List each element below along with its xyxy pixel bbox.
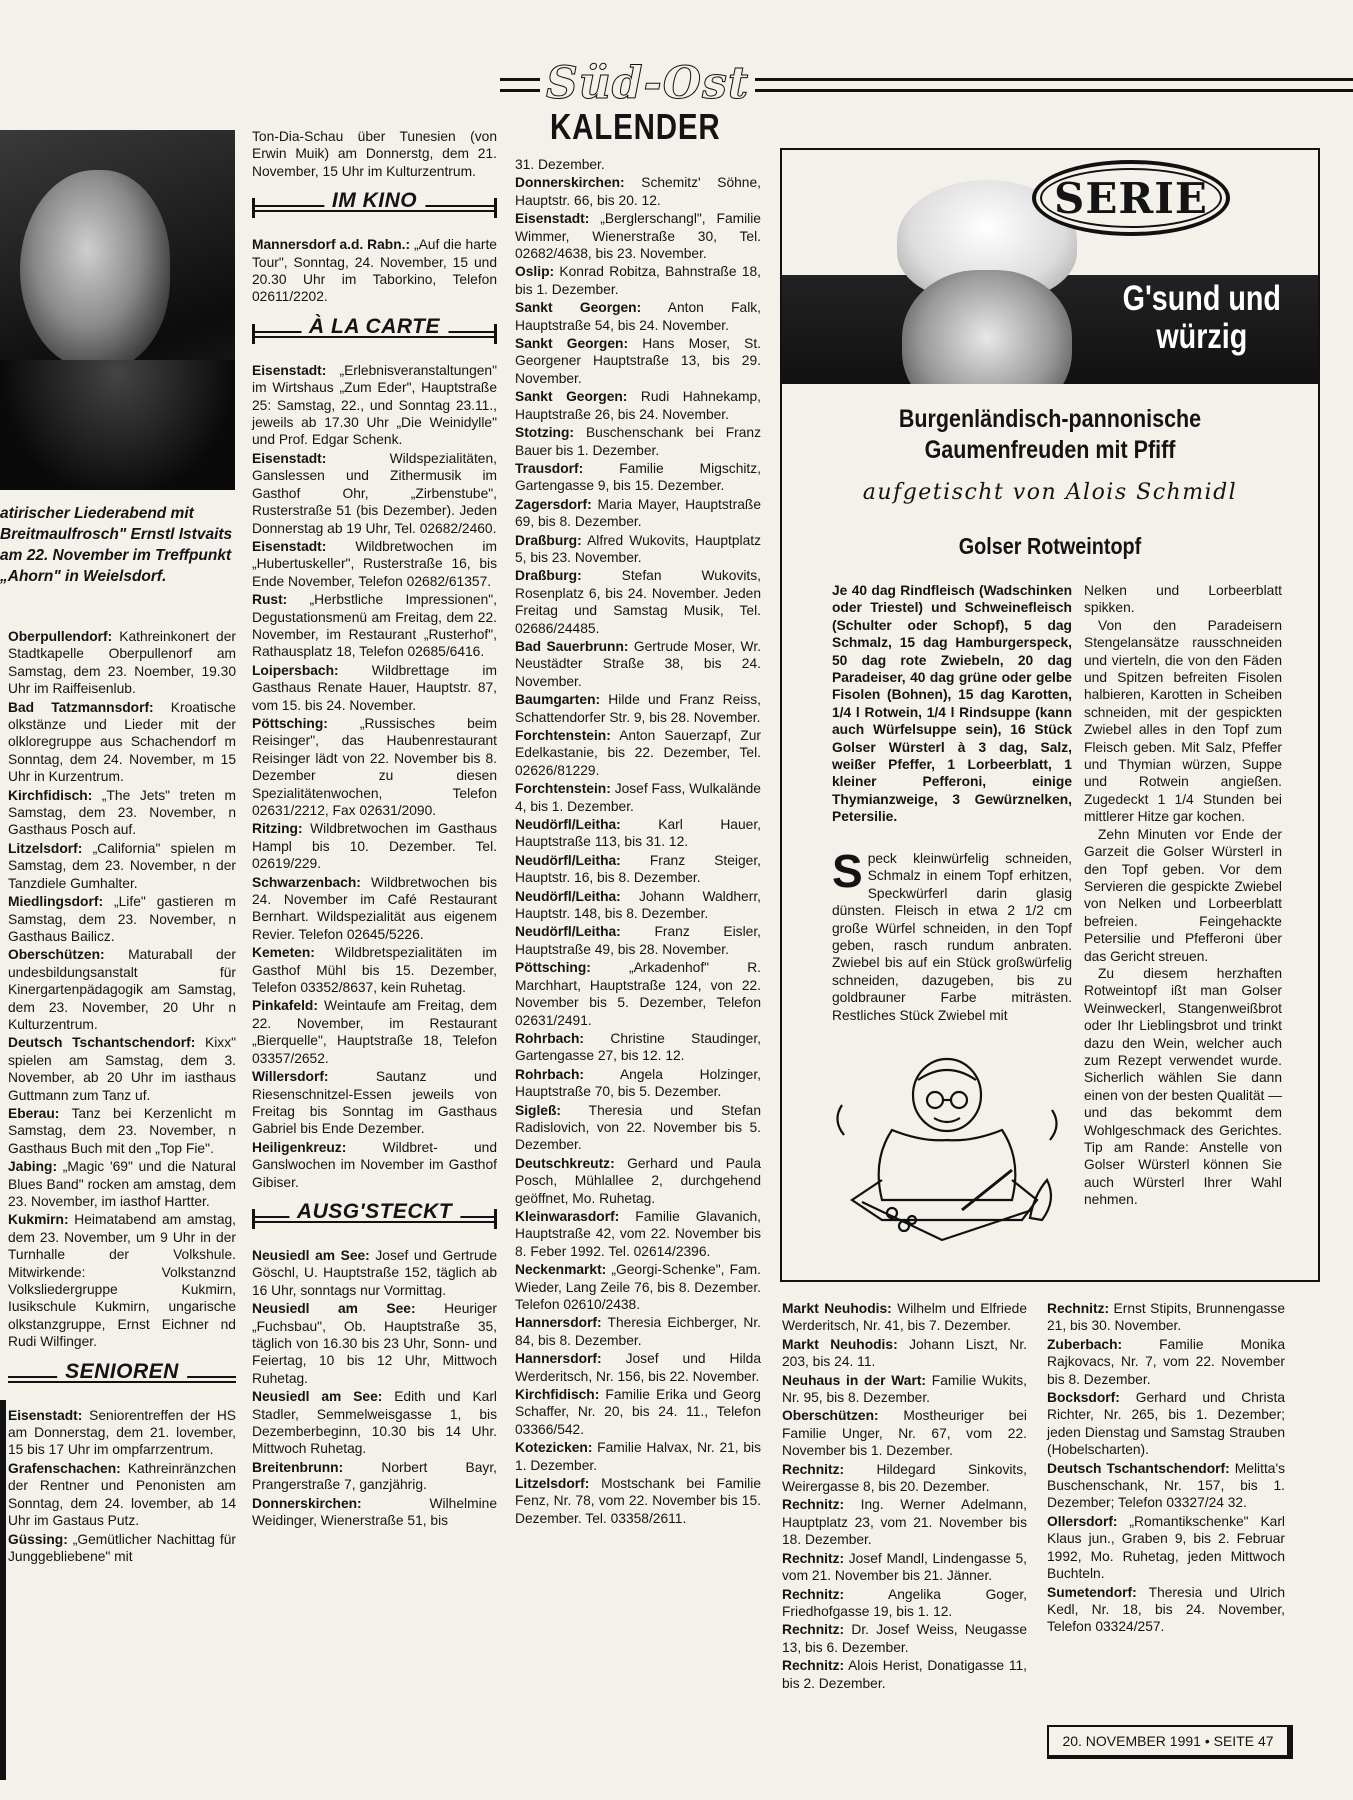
chef-photo xyxy=(782,150,1318,384)
listing-text: Wildbret- und Ganslwochen im November im Gasthof Gibiser. xyxy=(252,1139,497,1190)
listing-place: Neckenmarkt: xyxy=(515,1262,607,1278)
listing-text: Josef Mandl, Lindengasse 5, vom 21. November bis 21. Jänner. xyxy=(782,1550,1027,1584)
listing-entry xyxy=(515,460,761,495)
listing-text: „California" spielen m Samstag, dem 23. November, n der Tanzdiele Gumhalter. xyxy=(8,840,236,891)
listing-entry xyxy=(252,1388,497,1458)
listing-place: Sankt Georgen: xyxy=(515,300,642,316)
listing-text: Heimatabend am amstag, dem 23. November, um 9 Uhr in der Turnhalle der Volkshule. Mitwirkende: Volkstanznd Volksliedergruppe Kukmirn, Iusikschule Kukmirn, ungarische olkstanzgruppe, Ernst Eichner nd Rudi Wilfinger. xyxy=(8,1212,236,1350)
listing-entry xyxy=(515,210,761,262)
listing-place: Oslip: xyxy=(515,264,555,280)
listing-entry xyxy=(8,1211,236,1350)
listing-place: Kotezicken: xyxy=(515,1440,593,1456)
listing-entry xyxy=(515,388,761,423)
listing-entry xyxy=(782,1336,1027,1371)
listing-entry xyxy=(515,1155,761,1207)
listing-entry xyxy=(782,1407,1027,1459)
listing-place: Markt Neuhodis: xyxy=(782,1336,898,1352)
listing-entry xyxy=(252,1247,497,1299)
listing-entry xyxy=(515,727,761,779)
listing-entry xyxy=(252,874,497,944)
listing-text: Ernst Stipits, Brunnengasse 21, bis 30. November. xyxy=(1047,1301,1285,1334)
listing-entry xyxy=(515,780,761,815)
listing-place: Bad Sauerbrunn: xyxy=(515,638,629,654)
listing-text: „Romantikschenke" Karl Klaus jun., Graben 9, bis 2. Februar 1992, Mo. Ruhetag, jeden Mittwoch Buchteln. xyxy=(1047,1513,1285,1582)
listing-place: Deutschkreutz: xyxy=(515,1155,615,1171)
listing-text: „Auf die harte Tour", Sonntag, 24. November, 15 und 20.30 Uhr im Taborkino, Telefon 02611/2202. xyxy=(252,237,497,305)
listing-entry xyxy=(515,532,761,567)
listing-place: Eisenstadt: xyxy=(8,1407,83,1423)
listing-text: Mostschank bei Familie Fenz, Nr. 78, vom 22. November bis 15. Dezember. Tel. 03358/2611. xyxy=(515,1476,761,1526)
listing-text: Wildbrettage im Gasthaus Renate Hauer, Hauptstr. 87, vom 15. bis 24. November. xyxy=(252,662,497,713)
listing-text: Kathreinränzchen der Rentner und Penonisten am Sonntag, dem 24. lovember, ab 14 Uhr im Gastaus Putz. xyxy=(8,1460,236,1529)
column-2 xyxy=(252,128,497,1530)
listing-place: Kleinwarasdorf: xyxy=(515,1208,620,1224)
photo-caption: atirischer Liederabend mit Breitmaulfrosch" Ernstl Istvaits am 22. November im Treffpunkt „Ahorn" in Weielsdorf. xyxy=(0,505,233,585)
masthead-title: KALENDER xyxy=(550,106,721,147)
listing-entry xyxy=(782,1300,1027,1335)
listing-entry xyxy=(515,496,761,531)
listing-place: Neusiedl am See: xyxy=(252,1389,383,1405)
listing-place: Grafenschachen: xyxy=(8,1460,121,1476)
listing-place: Eisenstadt: xyxy=(252,538,327,554)
listing-text: Wilhelmine Weidinger, Wienerstraße 51, bis xyxy=(252,1495,497,1529)
listing-entry xyxy=(515,567,761,637)
listing-place: Neuhaus in der Wart: xyxy=(782,1372,927,1388)
listing-place: Zagersdorf: xyxy=(515,496,592,512)
listing-text: Karl Hauer, Hauptstraße 113, bis 31. 12. xyxy=(515,817,761,850)
listing-entry xyxy=(515,1386,761,1438)
listing-text: Heuriger „Fuchsbau", Ob. Hauptstraße 35, täglich von 16.30 bis 23 Uhr, Sonn- und Feiertag, 10 bis 12 Uhr, Mittwoch Ruhetag. xyxy=(252,1301,497,1386)
listing-place: Neusiedl am See: xyxy=(252,1247,370,1263)
listing-place: Rechnitz: xyxy=(782,1461,845,1477)
left-edge-bar xyxy=(0,1400,6,1780)
section-title-senioren: SENIOREN xyxy=(57,1363,187,1380)
listing-text: Franz Steiger, Hauptstr. 16, bis 8. Dezember. xyxy=(515,852,761,886)
listing-place: Rust: xyxy=(252,592,288,608)
listing-place: Rechnitz: xyxy=(782,1550,845,1566)
listing-entry xyxy=(252,591,497,661)
listing-entry xyxy=(515,816,761,851)
recipe-ingredients: Je 40 dag Rindfleisch (Wadschinken oder Triestel) und Schweinefleisch (Schulter oder Schopf), 5 dag Schmalz, 15 dag Hamburgerspeck, 50 dag rote Zwiebeln, 20 dag Paradeiser, 40 dag grüne oder gelbe Fisolen (Bohnen), 15 dag Karotten, 1/4 l Rotwein, 1/4 l Rindsuppe (kann auch Würfelsuppe sein), 16 Stück Golser Würsterl à 3 dag, Salz, weißer Pfeffer, 1 Lorbeerblatt, 1 kleiner Pefferoni, einige Thymianzweige, 3 Gewürznelken, Petersilie. xyxy=(832,583,1072,825)
listing-text: Familie Wukits, Nr. 95, bis 8. Dezember. xyxy=(782,1372,1027,1406)
listing-entry xyxy=(1047,1300,1285,1335)
listing-text: Tanz bei Kerzenlicht m Samstag, dem 23. November, n Gasthaus Buch mit den „Top Fie". xyxy=(8,1105,236,1156)
listing-entry xyxy=(252,538,497,590)
listing-entry xyxy=(252,944,497,996)
listing-text: „Georgi-Schenke", Fam. Wieder, Lang Zeile 76, bis 8. Dezember. Telefon 02610/2438. xyxy=(515,1262,761,1312)
listing-text: Rudi Hahnekamp, Hauptstraße 26, bis 24. November. xyxy=(515,389,761,422)
listing-text: Gertrude Moser, Wr. Neustädter Straße 38, bis 24. November. xyxy=(515,638,762,689)
serie-stamp: SERIE xyxy=(1032,160,1230,236)
listing-entry xyxy=(782,1657,1027,1692)
listing-place: Eisenstadt: xyxy=(252,450,327,466)
listing-text: „Gemütlicher Nachittag für Junggebliebene" mit xyxy=(8,1531,236,1564)
listing-place: Trausdorf: xyxy=(515,460,584,476)
performer-face xyxy=(20,170,170,370)
listing-text: Familie Glavanich, Hauptstraße 42, vom 22. November bis 8. Feber 1992. Tel. 02614/2396. xyxy=(515,1208,761,1259)
listing-text: Dr. Josef Weiss, Neugasse 13, bis 6. Dezember. xyxy=(782,1622,1027,1655)
recipe-steps-part2 xyxy=(1084,582,1282,1209)
listing-entry xyxy=(252,715,497,819)
chef-cartoon-illustration xyxy=(822,1050,1072,1255)
listing-place: Güssing: xyxy=(8,1531,68,1547)
listing-text: Wildbretwochen im „Hubertuskeller", Rusterstraße 16, bis Ende November, Telefon 02682/61357. xyxy=(252,538,497,589)
listing-place: Deutsch Tschantschendorf: xyxy=(8,1035,196,1051)
listing-entry xyxy=(515,1261,761,1313)
listing-text: Stefan Wukovits, Rosenplatz 6, bis 24. November. Jeden Freitag und Samstag Musik, Tel. 02686/24485. xyxy=(515,568,761,636)
listing-text: Theresia und Ulrich Kedl, Nr. 18, bis 24. November, Telefon 03324/257. xyxy=(1047,1584,1285,1635)
listing-entry xyxy=(252,997,497,1067)
page-footer: 20. NOVEMBER 1991 • SEITE 47 xyxy=(1047,1725,1293,1759)
listing-place: Kirchfidisch: xyxy=(8,787,93,803)
listing-entry xyxy=(515,638,761,690)
listing-place: Forchtenstein: xyxy=(515,781,611,797)
listing-text: Ing. Werner Adelmann, Hauptplatz 23, vom 21. November bis 18. Dezember. xyxy=(782,1497,1027,1548)
listing-text: „The Jets" treten m Samstag, dem 23. November, n Gasthaus Posch auf. xyxy=(8,787,236,838)
listing-entry xyxy=(515,1066,761,1101)
listing-text: Gerhard und Paula Posch, Mühlallee 2, durchgehend geöffnet, Mo. Ruhetag. xyxy=(515,1155,761,1206)
listing-entry xyxy=(515,1350,761,1385)
listing-text: „Magic '69" und die Natural Blues Band" rocken am amstag, dem 23. November, im iasthof Hartter. xyxy=(8,1159,236,1209)
listing-place: Neudörfl/Leitha: xyxy=(515,924,621,940)
listing-place: Eisenstadt: xyxy=(515,211,590,227)
performer-photo xyxy=(0,130,235,490)
listing-entry xyxy=(8,1034,236,1104)
listing-text: Seniorentreffen der HS am Donnerstag, dem 21. lovember, 15 bis 17 Uhr im ompfarrzentrum. xyxy=(8,1407,236,1458)
listing-text: Wildspezialitäten, Ganslessen und Zithermusik im Gasthof Ohr, „Zirbenstube", Rusterstraße 51 (bis Dezember). Jeden Donnerstag ab 19 Uhr, Tel. 02682/2460. xyxy=(252,450,497,536)
listing-place: Ollersdorf: xyxy=(1047,1513,1118,1529)
listing-text: Alois Herist, Donatigasse 11, bis 2. Dezember. xyxy=(782,1658,1027,1691)
listing-place: Kukmirn: xyxy=(8,1212,69,1228)
carte-entries xyxy=(252,362,497,1191)
listing-place: Draßburg: xyxy=(515,532,582,548)
listing-place: Willersdorf: xyxy=(252,1069,329,1085)
listing-place: Draßburg: xyxy=(515,568,582,584)
listing-text: Buschenschank bei Franz Bauer bis 1. Dezember. xyxy=(515,425,761,458)
serie-headline: Burgenländisch-pannonische Gaumenfreuden mit Pfiff xyxy=(898,405,1202,464)
listing-place: Donnerskirchen: xyxy=(515,175,625,191)
listing-text: Mostheuriger bei Familie Unger, Nr. 67, vom 22. November bis 1. Dezember. xyxy=(782,1408,1027,1459)
drop-cap: S xyxy=(832,845,863,897)
performer-body xyxy=(0,360,235,490)
listing-entry xyxy=(252,236,497,306)
listing-entry xyxy=(782,1586,1027,1621)
listing-text: Hans Moser, St. Georgener Hauptstraße 13, bis 29. November. xyxy=(515,336,762,386)
listing-entry xyxy=(8,1531,236,1566)
listing-text: Johann Waldherr, Hauptstr. 148, bis 8. Dezember. xyxy=(515,888,761,922)
listing-text: Johann Liszt, Nr. 203, bis 24. 11. xyxy=(782,1336,1027,1370)
listing-entry xyxy=(8,946,236,1033)
listing-entry xyxy=(515,335,761,387)
listing-entry xyxy=(1047,1460,1285,1512)
section-header-ausg xyxy=(252,1199,497,1233)
listing-text: Weintaufe am Freitag, dem 22. November, im Restaurant „Bierquelle", Hauptstraße 18, Telefon 03357/2652. xyxy=(252,998,497,1066)
listing-place: Rohrbach: xyxy=(515,1066,584,1082)
section-title-ausg: AUSG'STECKT xyxy=(289,1203,460,1220)
listing-entry xyxy=(8,840,236,892)
recipe-paragraph: Nelken und Lorbeerblatt spikken. xyxy=(1084,583,1282,616)
listing-place: Sankt Georgen: xyxy=(515,389,628,405)
listing-place: Schwarzenbach: xyxy=(252,874,361,890)
listing-entry xyxy=(515,263,761,298)
listing-text: Angela Holzinger, Hauptstraße 70, bis 5. Dezember. xyxy=(515,1066,761,1100)
recipe-title: Golser Rotweintopf xyxy=(958,533,1142,559)
recipe-paragraph: Zu diesem herzhaften Rotweintopf ißt man Golser Weinweckerl, Stangenweißbrot oder Ihr Lieblingsbrot und trinkt dazu den Wein, welcher auch zum Rezept verwendet wurde. Sicherlich wählen Sie dann einen von der besten Qualität — und das bekommt dem Wohlgeschmack des Gerichtes. Tip am Rande: Anstelle von Golser Würsterl können Sie auch Würsterl Ihrer Wahl nehmen. xyxy=(1084,965,1282,1208)
section-title-carte: À LA CARTE xyxy=(301,318,448,335)
listing-place: Neudörfl/Leitha: xyxy=(515,817,621,833)
listing-place: Breitenbrunn: xyxy=(252,1459,344,1475)
recipe-paragraph: Zehn Minuten vor Ende der Garzeit die Golser Würsterl in den Topf geben. Vor dem Servieren die gespickte Zwiebel von Nelken und Lorbeerblatt befreien. Feingehackte Petersilie und Pfefferoni über das Gericht streuen. xyxy=(1084,826,1282,964)
senioren-entries xyxy=(8,1407,236,1566)
serie-tagline: G'sund und würzig xyxy=(1122,279,1281,356)
listing-entry xyxy=(515,852,761,887)
listing-place: Zuberbach: xyxy=(1047,1336,1123,1352)
listing-text: Wilhelm und Elfriede Werderitsch, Nr. 41, bis 7. Dezember. xyxy=(782,1301,1028,1334)
listing-text: Schemitz' Söhne, Hauptstr. 66, bis 20. 12. xyxy=(515,175,761,208)
listing-text: Hildegard Sinkovits, Weirergasse 8, bis 20. Dezember. xyxy=(782,1461,1027,1495)
listing-place: Neudörfl/Leitha: xyxy=(515,852,621,868)
listing-place: Forchtenstein: xyxy=(515,728,611,743)
listing-entry xyxy=(8,1158,236,1210)
listing-place: Sumetendorf: xyxy=(1047,1584,1137,1600)
listing-text: Anton Sauerzapf, Zur Edelkastanie, bis 22. Dezember, Tel. 02626/81229. xyxy=(515,728,761,778)
listing-place: Rechnitz: xyxy=(782,1497,845,1513)
listing-entry xyxy=(515,959,761,1029)
listing-entry xyxy=(515,888,761,923)
listing-text: Edith und Karl Stadler, Semmelweisgasse 1, bis Dezemberbeginn, 10.30 bis 14 Uhr. Mittwoch Ruhetag. xyxy=(252,1389,497,1457)
listing-entry xyxy=(782,1496,1027,1548)
listing-place: Litzelsdorf: xyxy=(515,1476,590,1492)
listing-entry xyxy=(515,1475,761,1527)
col3-intro: 31. Dezember. xyxy=(515,157,605,172)
listing-entry xyxy=(8,628,236,698)
column-4 xyxy=(782,1300,1027,1693)
listing-place: Pöttsching: xyxy=(515,960,591,976)
listing-text: Kixx" spielen am Samstag, dem 3. November, ab 20 Uhr im iasthaus Guttmann zum Tanz uf. xyxy=(8,1035,236,1103)
listing-place: Miedlingsdorf: xyxy=(8,894,104,910)
listing-place: Hannersdorf: xyxy=(515,1351,602,1367)
listing-text: „Life" gastieren m Samstag, dem 23. November, n Gasthaus Bailicz. xyxy=(8,894,236,944)
listing-place: Rechnitz: xyxy=(782,1586,845,1602)
listing-text: Maria Mayer, Hauptstraße 69, bis 8. Dezember. xyxy=(515,496,761,530)
listing-place: Kirchfidisch: xyxy=(515,1387,600,1403)
listing-place: Sigleß: xyxy=(515,1102,561,1118)
listing-text: „Erlebnisveranstaltungen" im Wirtshaus „Zum Eder", Hauptstraße 25: Samstag, 22., und Sonntag 23.11., jeweils ab 17.30 Uhr „Die Weinidylle" und Prof. Edgar Schenk. xyxy=(252,362,497,448)
listing-place: Markt Neuhodis: xyxy=(782,1301,892,1316)
listing-place: Rechnitz: xyxy=(782,1622,845,1638)
column-1 xyxy=(8,628,236,1566)
listing-entry xyxy=(782,1550,1027,1585)
listing-place: Jabing: xyxy=(8,1159,58,1175)
listing-entry xyxy=(1047,1513,1285,1583)
section-header-kino xyxy=(252,189,497,222)
listing-place: Deutsch Tschantschendorf: xyxy=(1047,1460,1230,1476)
listing-text: Kathreinkonert der Stadtkapelle Oberpullenorf am Samstag, dem 23. Noember, 19.30 Uhr im Raiffeisenlub. xyxy=(8,629,236,697)
listing-text: „Herbstliche Impressionen", Degustationsmenü am Freitag, dem 22. November, im Restaurant „Rusterhof", Rathausplatz 18, Telefon 02685/6416. xyxy=(252,592,497,660)
listing-entry xyxy=(8,1460,236,1530)
listing-entry xyxy=(515,1314,761,1349)
listing-entry xyxy=(515,1030,761,1065)
listing-place: Neudörfl/Leitha: xyxy=(515,888,621,904)
listing-text: Wildbretspezialitäten im Gasthof Mühl bis 15. Dezember, Telefon 03352/8637, kein Ruhetag. xyxy=(252,945,497,996)
listing-place: Pinkafeld: xyxy=(252,998,318,1014)
listing-text: Familie Monika Rajkovacs, Nr. 7, vom 22. November bis 8. Dezember. xyxy=(1047,1336,1285,1387)
col3-entries xyxy=(515,174,761,1527)
listing-entry xyxy=(515,1208,761,1260)
listing-place: Baumgarten: xyxy=(515,692,601,708)
listing-place: Bocksdorf: xyxy=(1047,1390,1120,1406)
listing-text: „Arkadenhof" R. Marchhart, Hauptstraße 124, von 22. November bis 5. Dezember, Telefon 02631/2491. xyxy=(515,960,761,1028)
listing-place: Sankt Georgen: xyxy=(515,336,629,352)
listing-entry xyxy=(1047,1584,1285,1636)
section-title-kino: IM KINO xyxy=(324,192,425,209)
listing-text: Kroatische olkstänze und Lieder mit der olkloregruppe aus Schachendorf m Sonntag, dem 24. November, m 15 Uhr in Kurzentrum. xyxy=(8,699,236,785)
listing-text: Josef Fass, Wulkalände 4, bis 1. Dezember. xyxy=(515,781,761,814)
listing-entry xyxy=(252,1495,497,1530)
listing-entry xyxy=(515,1439,761,1474)
listing-place: Donnerskirchen: xyxy=(252,1495,362,1511)
listing-place: Neusiedl am See: xyxy=(252,1301,416,1317)
listing-text: Hilde und Franz Reiss, Schattendorfer Str. 9, bis 28. November. xyxy=(515,692,761,725)
listing-text: Familie Erika und Georg Schaffer, Nr. 20, bis 24. 11., Telefon 03366/542. xyxy=(515,1387,761,1437)
listing-place: Oberschützen: xyxy=(782,1408,879,1424)
listing-entry xyxy=(1047,1389,1285,1459)
listing-entry xyxy=(515,299,761,334)
masthead-script: Süd-Ost xyxy=(540,58,755,109)
listing-place: Mannersdorf a.d. Rabn.: xyxy=(252,237,411,253)
listing-text: Josef und Gertrude Göschl, U. Hauptstraße 152, täglich ab 16 Uhr, sonntags nur Vormittag. xyxy=(252,1247,497,1298)
recipe-steps-part1 xyxy=(832,845,1072,1024)
chef-face xyxy=(902,270,1072,384)
listing-text: Franz Eisler, Hauptstraße 49, bis 28. November. xyxy=(515,924,761,957)
listing-place: Stotzing: xyxy=(515,425,575,441)
serie-author: aufgetischt von Alois Schmidl xyxy=(862,480,1238,505)
listing-entry xyxy=(515,174,761,209)
col2-intro: Ton-Dia-Schau über Tunesien (von Erwin Muik) am Donnerstg, dem 21. November, 15 Uhr im Kulturzentrum. xyxy=(252,129,497,179)
listing-entry xyxy=(515,691,761,726)
kino-entries xyxy=(252,236,497,306)
listing-entry xyxy=(252,1139,497,1191)
listing-entry xyxy=(782,1621,1027,1656)
listing-place: Rohrbach: xyxy=(515,1030,584,1046)
listing-entry xyxy=(515,1102,761,1154)
listing-entry xyxy=(515,424,761,459)
column-5 xyxy=(1047,1300,1285,1637)
listing-place: Ritzing: xyxy=(252,821,303,837)
listing-entry xyxy=(8,1105,236,1157)
listing-place: Litzelsdorf: xyxy=(8,840,83,856)
column-3 xyxy=(515,156,761,1528)
section-header-senioren xyxy=(8,1359,236,1393)
listing-place: Hannersdorf: xyxy=(515,1315,602,1331)
recipe-step1-text: peck kleinwürfelig schneiden, Schmalz in einem Topf erhitzen, Speckwürferl darin glasig dünsten. Fleisch in etwa 2 1/2 cm große Würfel schneiden, in den Topf geben, rasch rundum anbraten. Zwiebel bis auf ein Stück großwürfelig schneiden, dazugeben, bis zu goldbrauner Farbe miträsten. Restliches Stück Zwiebel mit xyxy=(832,851,1072,1023)
listing-place: Heiligenkreuz: xyxy=(252,1139,347,1155)
listing-text: Familie Halvax, Nr. 21, bis 1. Dezember. xyxy=(515,1440,761,1473)
listing-text: Wildbretwochen im Gasthaus Hampl bis 10. Dezember. Tel. 02619/229. xyxy=(252,821,497,872)
listing-entry xyxy=(8,787,236,839)
listing-entry xyxy=(8,699,236,786)
listing-text: Theresia Eichberger, Nr. 84, bis 8. Dezember. xyxy=(515,1315,761,1348)
listing-place: Oberschützen: xyxy=(8,947,105,963)
listing-text: Familie Migschitz, Gartengasse 9, bis 15. Dezember. xyxy=(515,460,761,494)
listing-text: Wildbretwochen bis 24. November im Café Restaurant Bernhart. Wildspezialität aus eigenem Revier. Telefon 02645/5226. xyxy=(252,874,497,942)
listing-text: Maturaball der undesbildungsanstalt für Kinergartenpädagogik am Samstag, dem 23. November, 20 Uhr n Kulturzentrum. xyxy=(8,947,236,1032)
listing-text: Gerhard und Christa Richter, Nr. 265, bis 1. Dezember; jeden Dienstag und Samstag Strauben (Hobelscharten). xyxy=(1047,1390,1285,1458)
listing-entry xyxy=(252,662,497,714)
listing-text: Theresia und Stefan Radislovich, von 22. November bis 5. Dezember. xyxy=(515,1102,761,1153)
listing-text: Norbert Bayr, Prangerstraße 7, ganzjährig. xyxy=(252,1459,497,1493)
listing-place: Eisenstadt: xyxy=(252,362,327,378)
listing-entry xyxy=(8,893,236,945)
listing-text: „Berglerschangl", Familie Wimmer, Wienerstraße 30, Tel. 02682/4638, bis 23. November. xyxy=(515,211,761,262)
serie-recipe-box xyxy=(780,148,1320,1282)
listing-place: Oberpullendorf: xyxy=(8,629,113,644)
listing-place: Eberau: xyxy=(8,1105,60,1121)
listing-place: Loipersbach: xyxy=(252,662,339,678)
listing-text: Josef und Hilda Werderitsch, Nr. 156, bis 22. November. xyxy=(515,1351,761,1384)
listing-text: Alfred Wukovits, Hauptplatz 5, bis 23. November. xyxy=(515,532,761,565)
listing-text: Konrad Robitza, Bahnstraße 18, bis 1. Dezember. xyxy=(515,264,761,297)
listing-entry xyxy=(8,1407,236,1459)
listing-place: Rechnitz: xyxy=(782,1658,845,1674)
listing-place: Bad Tatzmannsdorf: xyxy=(8,699,154,715)
listing-text: Melitta's Buschenschank, Nr. 157, bis 1. Dezember; Telefon 03327/24 32. xyxy=(1047,1460,1285,1511)
col1-entries xyxy=(8,628,236,1351)
listing-text: „Russisches beim Reisinger", das Haubenrestaurant Reisinger lädt von 22. November bis 8. Dezember zu diesen Spezialitätenwochen, Telefon 02631/2212, Fax 02631/2090. xyxy=(252,715,497,818)
ausg-entries xyxy=(252,1247,497,1530)
listing-place: Kemeten: xyxy=(252,945,315,961)
listing-entry xyxy=(252,362,497,449)
masthead xyxy=(500,60,1353,150)
listing-entry xyxy=(252,820,497,872)
listing-text: Christine Staudinger, Gartengasse 27, bis 12. 12. xyxy=(515,1030,761,1064)
listing-text: Angelika Goger, Friedhofgasse 19, bis 1. 12. xyxy=(782,1586,1027,1619)
listing-place: Pöttsching: xyxy=(252,715,328,731)
listing-place: Rechnitz: xyxy=(1047,1301,1110,1316)
section-header-carte xyxy=(252,314,497,348)
listing-entry xyxy=(252,1068,497,1138)
recipe-paragraph: Von den Paradeisern Stengelansätze rausschneiden und vierteln, die von den Fäden und Spitzen befreiten Fisolen halbieren, Karotten in Scheiben schneiden, mit der gespickten Zwiebel alles in den Topf zum Fleisch geben. Mit Salz, Pfeffer und Thymian würzen, Suppe und Rotwein angießen. Zugedeckt 1 1/4 Stunden bei mittlerer Hitze gar kochen. xyxy=(1084,617,1282,825)
listing-entry xyxy=(782,1461,1027,1496)
listing-text: Sautanz und Riesenschnitzel-Essen jeweils von Freitag bis Sonntag im Gasthaus Gabriel bis Ende Dezember. xyxy=(252,1069,497,1137)
listing-text: Anton Falk, Hauptstraße 54, bis 24. November. xyxy=(515,300,761,333)
listing-entry xyxy=(252,450,497,537)
listing-entry xyxy=(252,1459,497,1494)
listing-entry xyxy=(1047,1336,1285,1388)
listing-entry xyxy=(515,923,761,958)
listing-entry xyxy=(252,1300,497,1387)
listing-entry xyxy=(782,1372,1027,1407)
